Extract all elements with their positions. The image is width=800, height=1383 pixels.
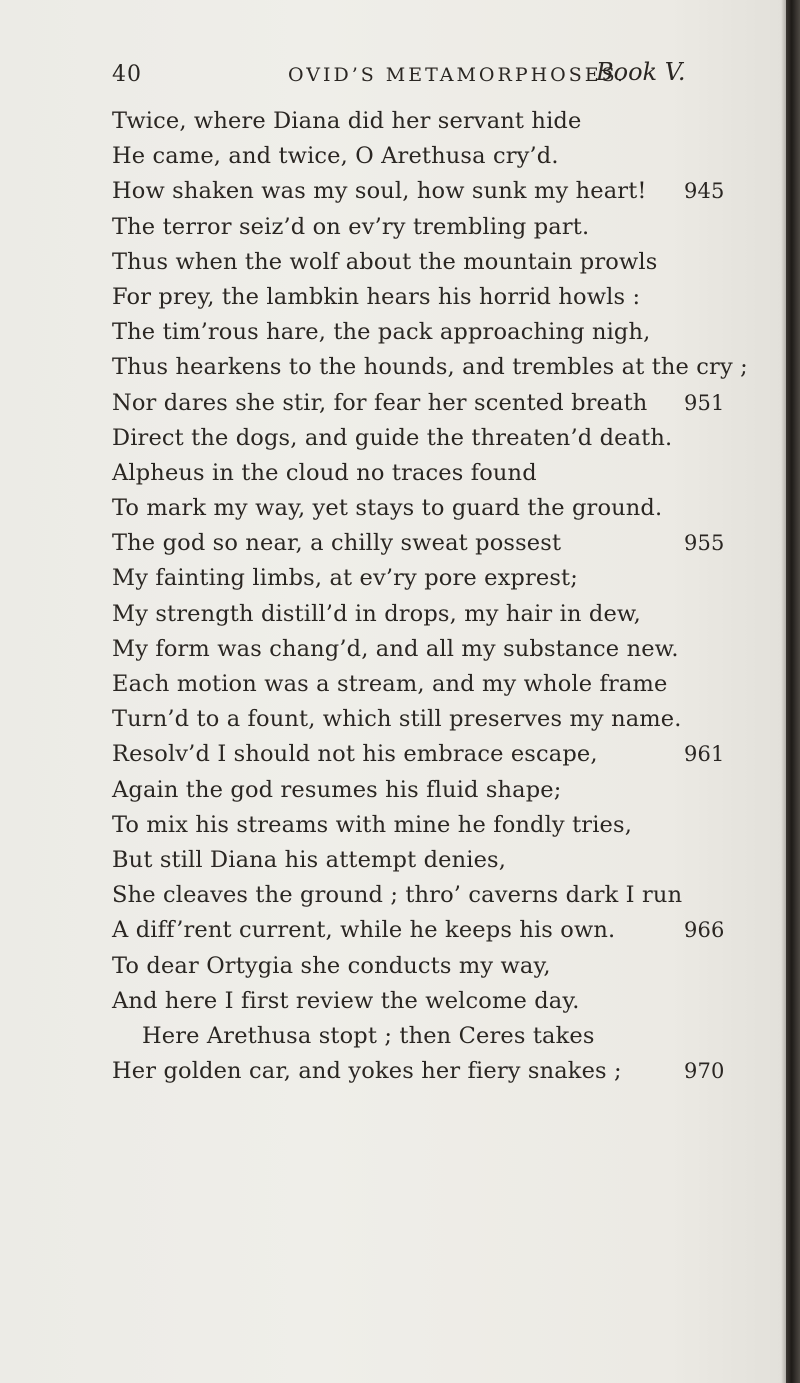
verse-line-text: Turn’d to a fount, which still preserves my name.	[112, 706, 682, 733]
verse-line-text: How shaken was my soul, how sunk my heart!	[112, 178, 647, 205]
verse-line-text: Her golden car, and yokes her fiery snakes ;	[112, 1058, 622, 1085]
line-number: 955	[684, 531, 725, 556]
line-number: 951	[684, 390, 725, 415]
verse-line-text: Thus when the wolf about the mountain prowls	[112, 248, 658, 275]
book-spine	[786, 0, 800, 1383]
verse-line	[112, 878, 772, 913]
verse-line	[112, 526, 772, 561]
verse-line-text: My strength distill’d in drops, my hair in dew,	[112, 600, 641, 627]
verse-line-text: The terror seiz’d on ev’ry trembling part.	[112, 213, 590, 240]
verse-line-text: My fainting limbs, at ev’ry pore exprest;	[112, 565, 578, 592]
verse-line	[112, 702, 772, 737]
verse-line-text: Here Arethusa stopt ; then Ceres takes	[142, 1022, 595, 1049]
verse-line	[112, 104, 772, 139]
verse-line	[112, 913, 772, 948]
verse-line	[112, 350, 772, 385]
verse-line-text: The god so near, a chilly sweat possest	[112, 530, 562, 557]
verse-line-text: The tim’rous hare, the pack approaching nigh,	[112, 319, 651, 346]
line-number: 966	[684, 918, 725, 943]
verse-line	[112, 632, 772, 667]
verse-line-text: Twice, where Diana did her servant hide	[112, 108, 582, 134]
verse-line-text: Resolv’d I should not his embrace escape,	[112, 741, 598, 768]
verse-line	[112, 139, 772, 174]
verse-line-text: To dear Ortygia she conducts my way,	[112, 952, 551, 979]
verse-line-text: Direct the dogs, and guide the threaten’d death.	[112, 424, 673, 451]
verse-line	[112, 210, 772, 245]
verse-line	[112, 1054, 772, 1089]
verse-line	[112, 280, 772, 315]
verse-line	[112, 456, 772, 491]
verse-line	[112, 421, 772, 456]
verse-line-text: But still Diana his attempt denies,	[112, 846, 507, 873]
verse-text	[112, 104, 772, 1089]
verse-line	[112, 561, 772, 596]
line-number: 945	[684, 179, 725, 204]
verse-line-text: He came, and twice, O Arethusa cry’d.	[112, 143, 559, 170]
verse-line-text: Again the god resumes his fluid shape;	[112, 776, 562, 803]
verse-line	[112, 386, 772, 421]
verse-line-text: A diff’rent current, while he keeps his own.	[112, 917, 616, 944]
verse-line-text: Alpheus in the cloud no traces found	[112, 459, 537, 486]
verse-line-text: For prey, the lambkin hears his horrid howls :	[112, 283, 641, 310]
verse-line	[112, 245, 772, 280]
verse-line	[112, 984, 772, 1019]
verse-line	[112, 315, 772, 350]
running-title: OVID’S METAMORPHOSES.	[288, 64, 627, 86]
verse-line	[112, 667, 772, 702]
verse-line-text: She cleaves the ground ; thro’ caverns dark I run	[112, 882, 683, 909]
verse-line-text: Each motion was a stream, and my whole frame	[112, 671, 668, 697]
verse-line	[112, 597, 772, 632]
page-number: 40	[112, 62, 142, 87]
verse-line	[112, 174, 772, 209]
verse-line	[112, 1019, 772, 1054]
verse-line-text: My form was chang’d, and all my substance new.	[112, 635, 679, 662]
verse-line	[112, 737, 772, 772]
verse-line-text: To mark my way, yet stays to guard the ground.	[112, 495, 663, 522]
verse-line-text: And here I first review the welcome day.	[112, 987, 580, 1014]
verse-line	[112, 808, 772, 843]
verse-line-text: Thus hearkens to the hounds, and trembles at the cry ;	[112, 354, 748, 381]
verse-line-text: To mix his streams with mine he fondly tries,	[112, 811, 632, 838]
verse-line	[112, 843, 772, 878]
line-number: 961	[684, 742, 725, 767]
verse-line	[112, 773, 772, 808]
verse-line	[112, 491, 772, 526]
verse-line	[112, 949, 772, 984]
page-header	[112, 54, 762, 94]
line-number: 970	[684, 1059, 725, 1084]
book-label: Book V.	[596, 58, 686, 86]
verse-line-text: Nor dares she stir, for fear her scented breath	[112, 389, 648, 416]
